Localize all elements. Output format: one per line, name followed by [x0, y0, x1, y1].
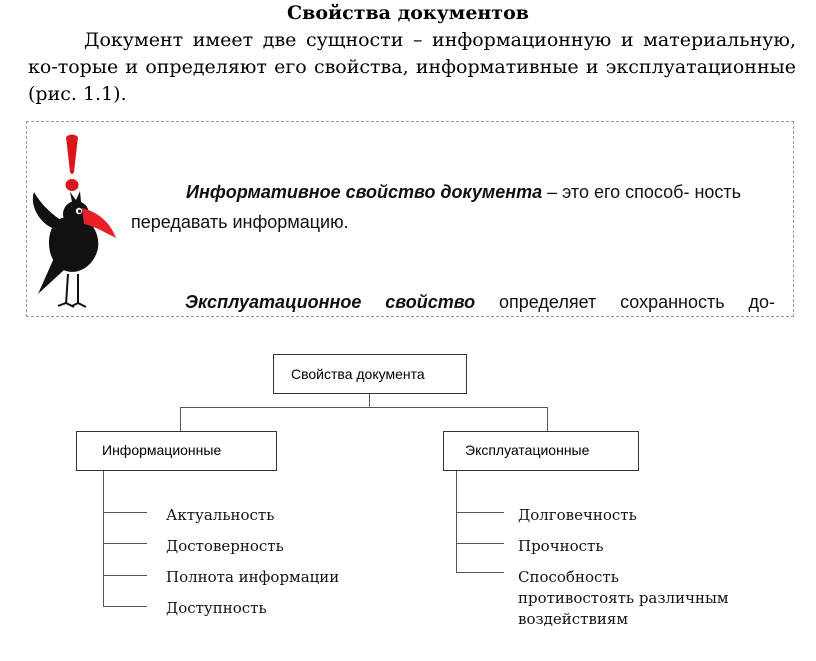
root-node [273, 354, 467, 394]
list-item: Прочность [518, 537, 604, 555]
informative-rest: – это его способ- ность передавать информацию. [131, 182, 742, 232]
list-item: Способность противостоять различным воздействиям [518, 568, 729, 628]
crow-exclamation-icon [24, 128, 120, 310]
crow-crest [70, 191, 81, 202]
operational-tick [456, 543, 504, 544]
exclamation-bar [66, 135, 78, 175]
informational-tick [103, 606, 147, 607]
list-item: Долговечность [518, 506, 637, 524]
operational-trunk [456, 471, 457, 573]
operational-term: Эксплуатационное свойство [185, 292, 476, 312]
informational-tick [103, 575, 147, 576]
page-title: Свойства документов [287, 2, 529, 24]
exclamation-dot [66, 179, 79, 191]
root-label: Свойства документа [291, 366, 425, 382]
root-connector [369, 394, 370, 407]
callout-box [26, 121, 794, 317]
operational-definition [185, 292, 775, 313]
informational-label: Информационные [102, 442, 222, 458]
intro-text: Документ имеет две сущности – информационную и материальную, ко-торые и определяют его свойства, информативные и эксплуатационные (рис. 1.1). [28, 29, 796, 105]
left-drop [180, 407, 181, 431]
informational-tick [103, 543, 147, 544]
operational-tick [456, 572, 504, 573]
informational-tick [103, 512, 147, 513]
informational-trunk [103, 471, 104, 607]
informative-term: Информативное свойство документа [186, 182, 543, 202]
operational-tick [456, 512, 504, 513]
informative-definition [131, 177, 781, 237]
operational-rest: определяет сохранность до- [475, 292, 775, 312]
operational-node [443, 431, 639, 471]
branch-bar [180, 407, 548, 408]
list-item: Доступность [166, 599, 267, 617]
operational-label: Эксплуатационные [465, 442, 590, 458]
crow-wing [33, 192, 64, 228]
list-item: Актуальность [166, 506, 275, 524]
list-item: Достоверность [166, 537, 284, 555]
right-drop [547, 407, 548, 431]
informational-node [76, 431, 277, 471]
list-item: Полнота информации [166, 568, 340, 586]
intro-paragraph [28, 27, 796, 108]
